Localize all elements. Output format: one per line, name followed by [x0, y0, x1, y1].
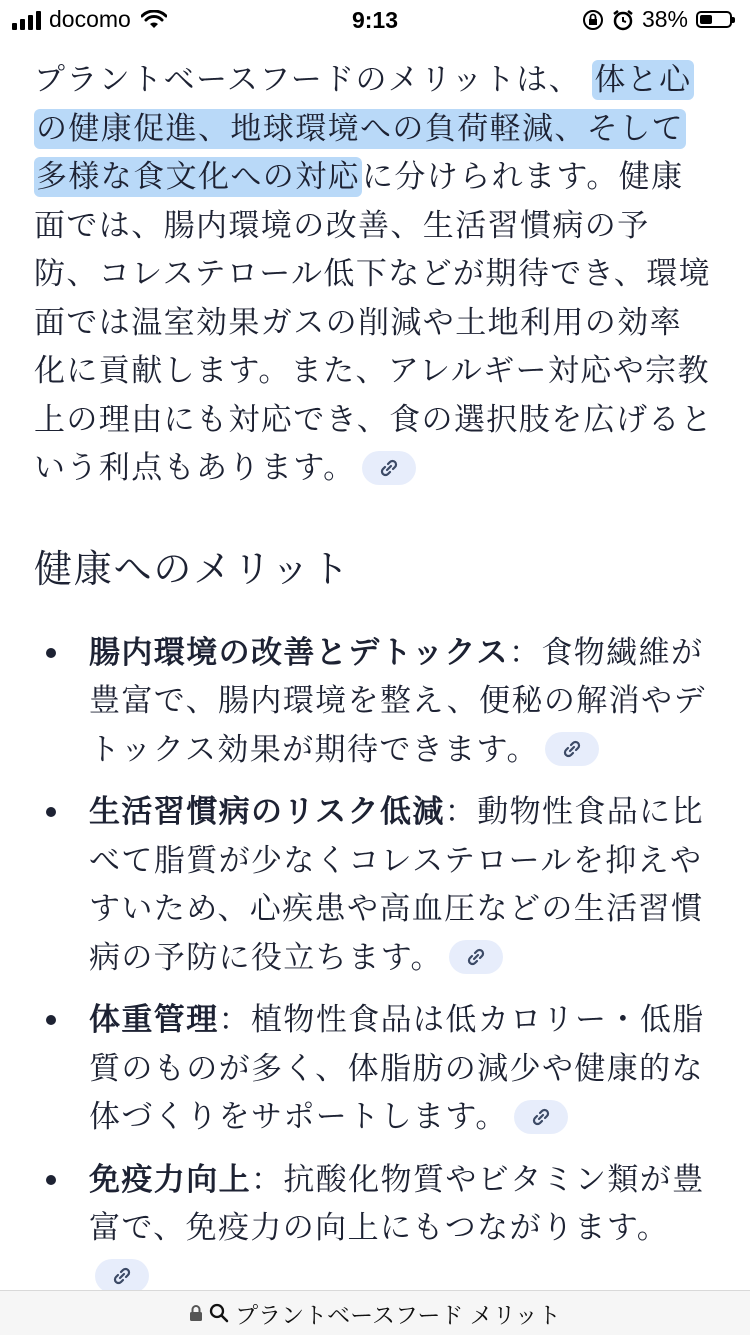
- link-icon: [378, 458, 400, 478]
- intro-paragraph: [34, 56, 714, 493]
- highlighted-passage[interactable]: 体と心の健康促進、地球環境への負荷軽減、そして多様な食文化への対応: [36, 62, 692, 195]
- address-bar-query[interactable]: プラントベースフード メリット: [235, 1301, 561, 1328]
- carrier-label: docomo: [49, 6, 131, 32]
- battery-percent: 38%: [641, 6, 688, 32]
- item-text: 食物繊維が豊富で、腸内環境を整え、便秘の解消やデトックス効果が期待できます。: [89, 634, 706, 768]
- item-separator: ：: [508, 634, 542, 671]
- article-content: [34, 56, 714, 1315]
- link-icon: [111, 1266, 133, 1286]
- item-text: 抗酸化物質やビタミン類が豊富で、免疫力の向上にもつながります。: [89, 1161, 705, 1246]
- status-right: [582, 6, 732, 33]
- intro-text-end: に分けられます。健康面では、腸内環境の改善、生活習慣病の予防、コレステロール低下などが期待でき、環境面では温室効果ガスの削減や土地利用の効率化に貢献します。また、アレルギー対応や宗教上の理由にも対応でき、食の選択肢を広げるという利点もあります。: [34, 159, 714, 486]
- bullet-dot: [46, 1175, 56, 1185]
- list-item: [34, 996, 714, 1142]
- intro-text-start: プラントベースフードのメリットは、: [34, 62, 582, 98]
- lock-icon: [189, 1304, 203, 1322]
- search-icon: [209, 1303, 229, 1323]
- list-item: [34, 629, 714, 775]
- item-text: 植物性食品は低カロリー・低脂質のものが多く、体脂肪の減少や健康的な体づくりをサポートします。: [89, 1002, 705, 1135]
- source-link-button[interactable]: [362, 451, 416, 485]
- item-title: 腸内環境の改善とデトックス: [89, 634, 509, 671]
- link-icon: [561, 739, 583, 759]
- item-separator: ：: [444, 794, 478, 830]
- item-title: 体重管理: [89, 1002, 219, 1038]
- clock: 9:13: [351, 7, 399, 33]
- item-title: 生活習慣病のリスク低減: [89, 794, 445, 830]
- item-title: 免疫力向上: [89, 1161, 251, 1198]
- item-separator: ：: [218, 1002, 252, 1038]
- link-icon: [465, 947, 487, 967]
- source-link-button[interactable]: [545, 732, 599, 766]
- bullet-dot: [46, 807, 56, 817]
- source-link-button[interactable]: [95, 1259, 149, 1293]
- item-separator: ：: [251, 1161, 284, 1198]
- source-link-button[interactable]: [449, 940, 503, 974]
- orientation-lock-icon: [582, 9, 604, 31]
- source-link-button[interactable]: [514, 1100, 568, 1134]
- status-bar: [0, 0, 750, 40]
- section-heading: 健康へのメリット: [34, 546, 351, 591]
- list-item: [34, 1156, 714, 1302]
- item-text: 動物性食品に比べて脂質が少なくコレステロールを抑えやすいため、心疾患や高血圧などの生活習慣病の予防に役立ちます。: [89, 794, 704, 976]
- address-bar[interactable]: [0, 1290, 750, 1335]
- alarm-icon: [612, 9, 634, 31]
- link-icon: [530, 1107, 552, 1127]
- bullet-dot: [46, 1015, 56, 1025]
- list-item: [34, 788, 714, 982]
- battery-icon: [696, 11, 732, 28]
- benefits-list: [34, 629, 714, 1302]
- bullet-dot: [46, 648, 56, 658]
